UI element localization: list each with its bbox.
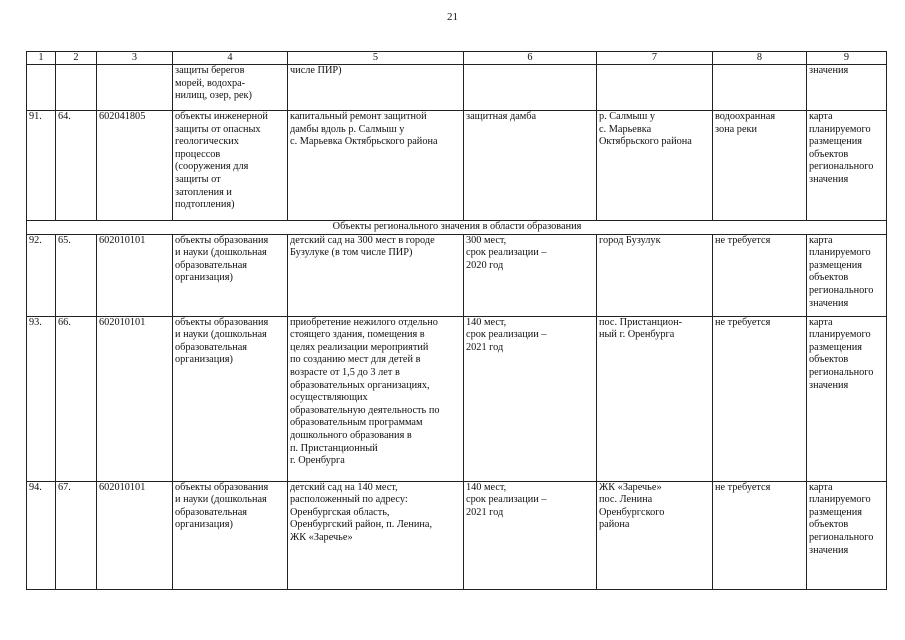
table-cell: детский сад на 140 мест, расположенный по адресу: Оренбургская область, Оренбургский район, п. Ленина, ЖК «Заречье» (288, 481, 464, 589)
table-cell: 140 мест, срок реализации – 2021 год (464, 481, 597, 589)
table-cell: значения (807, 65, 887, 111)
table-cell: объекты образования и науки (дошкольная образовательная организация) (173, 316, 288, 481)
table-cell: не требуется (713, 316, 807, 481)
table-cell (27, 65, 56, 111)
table-cell: карта планируемого размещения объектов регионального значения (807, 234, 887, 316)
document-table (26, 51, 887, 590)
table-cell: р. Салмыш у с. Марьевка Октябрьского района (597, 111, 713, 221)
table-cell: не требуется (713, 481, 807, 589)
table-cell: объекты образования и науки (дошкольная образовательная организация) (173, 481, 288, 589)
table-row (27, 316, 887, 481)
column-header: 2 (56, 52, 97, 65)
table-cell: 64. (56, 111, 97, 221)
table-cell (97, 65, 173, 111)
column-header: 8 (713, 52, 807, 65)
table-cell (56, 65, 97, 111)
table-cell: защитная дамба (464, 111, 597, 221)
table-cell (464, 65, 597, 111)
table-cell: приобретение нежилого отдельно стоящего здания, помещения в целях реализации мероприятий по созданию мест для детей в возрасте от 1,5 до 3 лет в образовательных организациях, осуществляющих образовательную деятельность по образовательным программам дошкольного образования в п. Пристанционный г. Оренбурга (288, 316, 464, 481)
column-header: 6 (464, 52, 597, 65)
column-header: 3 (97, 52, 173, 65)
table-cell (597, 65, 713, 111)
table-cell: защиты берегов морей, водохра- нилищ, озер, рек) (173, 65, 288, 111)
table-cell: не требуется (713, 234, 807, 316)
table-cell: город Бузулук (597, 234, 713, 316)
column-header: 9 (807, 52, 887, 65)
table-cell: 65. (56, 234, 97, 316)
table-cell: объекты образования и науки (дошкольная образовательная организация) (173, 234, 288, 316)
table-cell: карта планируемого размещения объектов регионального значения (807, 481, 887, 589)
table-cell: 602041805 (97, 111, 173, 221)
table-row (27, 65, 887, 111)
table-cell: объекты инженерной защиты от опасных геологических процессов (сооружения для защиты от затопления и подтопления) (173, 111, 288, 221)
table-cell: 140 мест, срок реализации – 2021 год (464, 316, 597, 481)
table-cell: 67. (56, 481, 97, 589)
column-header: 4 (173, 52, 288, 65)
table-cell: 94. (27, 481, 56, 589)
table-cell: 93. (27, 316, 56, 481)
table-cell: водоохранная зона реки (713, 111, 807, 221)
table-cell: числе ПИР) (288, 65, 464, 111)
table-cell: 602010101 (97, 481, 173, 589)
table-cell: 92. (27, 234, 56, 316)
column-header: 7 (597, 52, 713, 65)
column-header: 1 (27, 52, 56, 65)
table-cell: карта планируемого размещения объектов регионального значения (807, 111, 887, 221)
table-cell: 602010101 (97, 234, 173, 316)
table-cell: пос. Пристанцион- ный г. Оренбурга (597, 316, 713, 481)
table-cell: 91. (27, 111, 56, 221)
table-cell: ЖК «Заречье» пос. Ленина Оренбургского района (597, 481, 713, 589)
table-body (27, 65, 887, 590)
table-row (27, 111, 887, 221)
page-number: 21 (447, 11, 458, 23)
column-header: 5 (288, 52, 464, 65)
section-header-row (27, 221, 887, 235)
table-cell: детский сад на 300 мест в городе Бузулуке (в том числе ПИР) (288, 234, 464, 316)
table-cell: 66. (56, 316, 97, 481)
table-cell: 300 мест, срок реализации – 2020 год (464, 234, 597, 316)
table-cell: капитальный ремонт защитной дамбы вдоль р. Салмыш у с. Марьевка Октябрьского района (288, 111, 464, 221)
section-title: Объекты регионального значения в области образования (27, 221, 887, 235)
table-cell (713, 65, 807, 111)
table-row (27, 234, 887, 316)
table-cell: карта планируемого размещения объектов регионального значения (807, 316, 887, 481)
table-cell: 602010101 (97, 316, 173, 481)
column-number-row (27, 52, 887, 65)
table-row (27, 481, 887, 589)
